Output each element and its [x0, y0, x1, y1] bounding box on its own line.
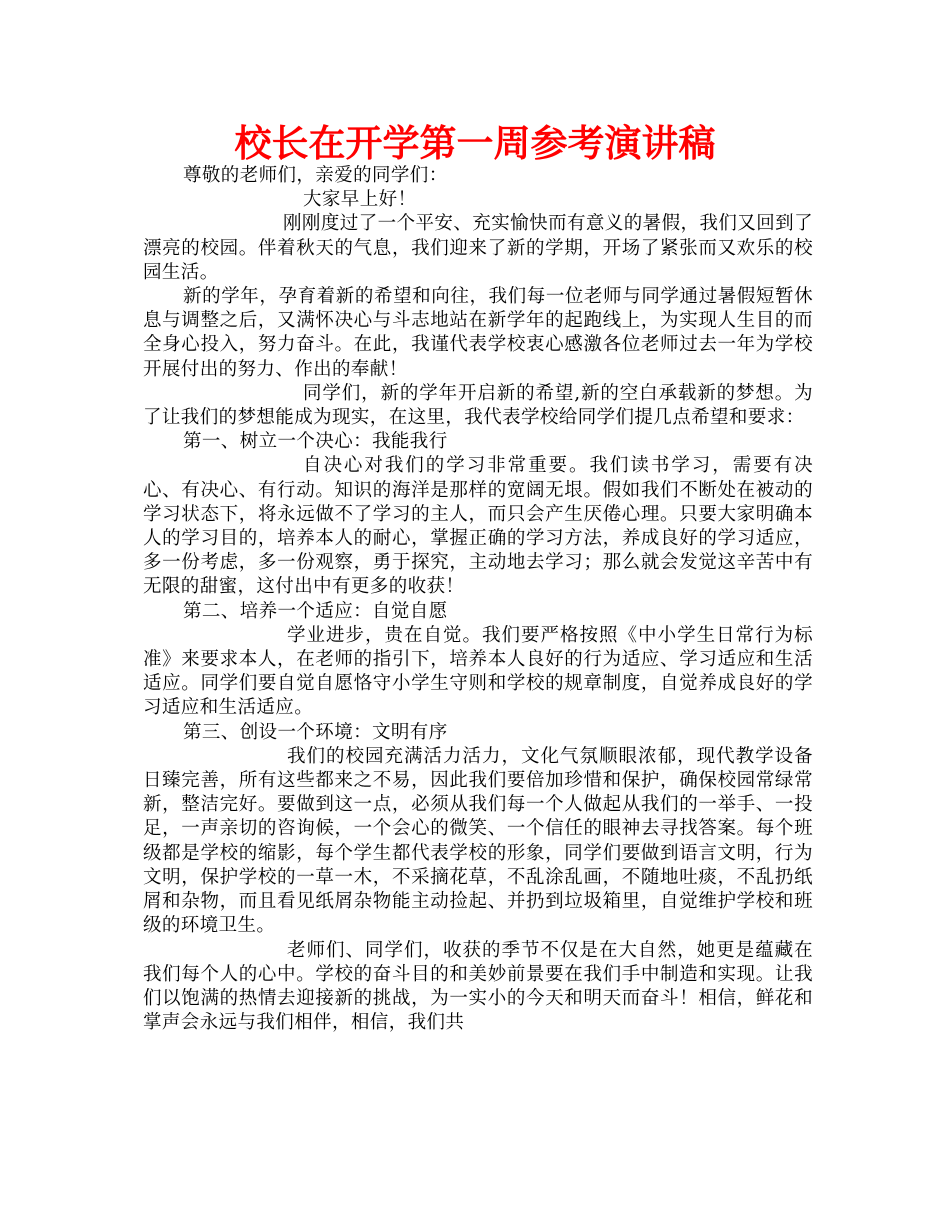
greeting: 大家早上好！ [303, 189, 417, 211]
paragraph-point-1: 自决心对我们的学习非常重要。我们读书学习，需要有决心、有决心、有行动。知识的海洋是那样的宽阔无垠。假如我们不断处在被动的学习状态下，将永远做不了学习的主人，而只会产生厌倦心理。只要大家明确本人的学习目的，培养本人的耐心，掌握正确的学习方法，养成良好的学习适应，多一份考虑，多一份观察，勇于探究，主动地去学习；那么就会发觉这辛苦中有无限的甜蜜，这付出中有更多的收获！ [143, 455, 813, 598]
heading-point-1: 第一、树立一个决心：我能我行 [183, 431, 448, 453]
heading-point-2: 第二、培养一个适应：自觉自愿 [183, 600, 448, 622]
paragraph-intro: 刚刚度过了一个平安、充实愉快而有意义的暑假，我们又回到了漂亮的校园。伴着秋天的气息，我们迎来了新的学期，开场了紧张而又欢乐的校园生活。 [143, 213, 813, 283]
paragraph-new-year: 新的学年，孕育着新的希望和向往，我们每一位老师与同学通过暑假短暂休息与调整之后，又满怀决心与斗志地站在新学年的起跑线上，为实现人生目的而全身心投入，努力奋斗。在此，我谨代表学校衷心感激各位老师过去一年为学校开展付出的努力、作出的奉献！ [143, 286, 813, 380]
paragraph-point-2: 学业进步，贵在自觉。我们要严格按照《中小学生日常行为标准》来要求本人，在老师的指引下，培养本人良好的行为适应、学习适应和生活适应。同学们要自觉自愿恪守小学生守则和学校的规章制度，自觉养成良好的学习适应和生活适应。 [143, 624, 813, 719]
paragraph-closing: 老师们、同学们，收获的季节不仅是在大自然，她更是蕴藏在我们每个人的心中。学校的奋斗目的和美妙前景要在我们手中制造和实现。让我们以饱满的热情去迎接新的挑战，为一实小的今天和明天而奋斗！相信，鲜花和掌声会永远与我们相伴，相信，我们共 [143, 939, 813, 1034]
salutation: 尊敬的老师们，亲爱的同学们： [183, 165, 448, 186]
paragraph-hopes: 同学们，新的学年开启新的希望,新的空白承载新的梦想。为了让我们的梦想能成为现实，在这里，我代表学校给同学们提几点希望和要求： [143, 382, 813, 429]
paragraph-point-3: 我们的校园充满活力活力，文化气氛顺眼浓郁，现代教学设备日臻完善，所有这些都来之不易，因此我们要倍加珍惜和保护，确保校园常绿常新，整洁完好。要做到这一点，必须从我们每一个人做起从我们的一举手、一投足，一声亲切的咨询候，一个会心的微笑、一个信任的眼神去寻找答案。每个班级都是学校的缩影，每个学生都代表学校的形象，同学们要做到语言文明，行为文明，保护学校的一草一木，不采摘花草，不乱涂乱画，不随地吐痰，不乱扔纸屑和杂物，而且看见纸屑杂物能主动捡起、并扔到垃圾箱里，自觉维护学校和班级的环境卫生。 [143, 745, 813, 937]
heading-point-3: 第三、创设一个环境：文明有序 [183, 721, 448, 743]
document-body [143, 164, 813, 1035]
document-title: 校长在开学第一周参考演讲稿 [234, 122, 716, 165]
